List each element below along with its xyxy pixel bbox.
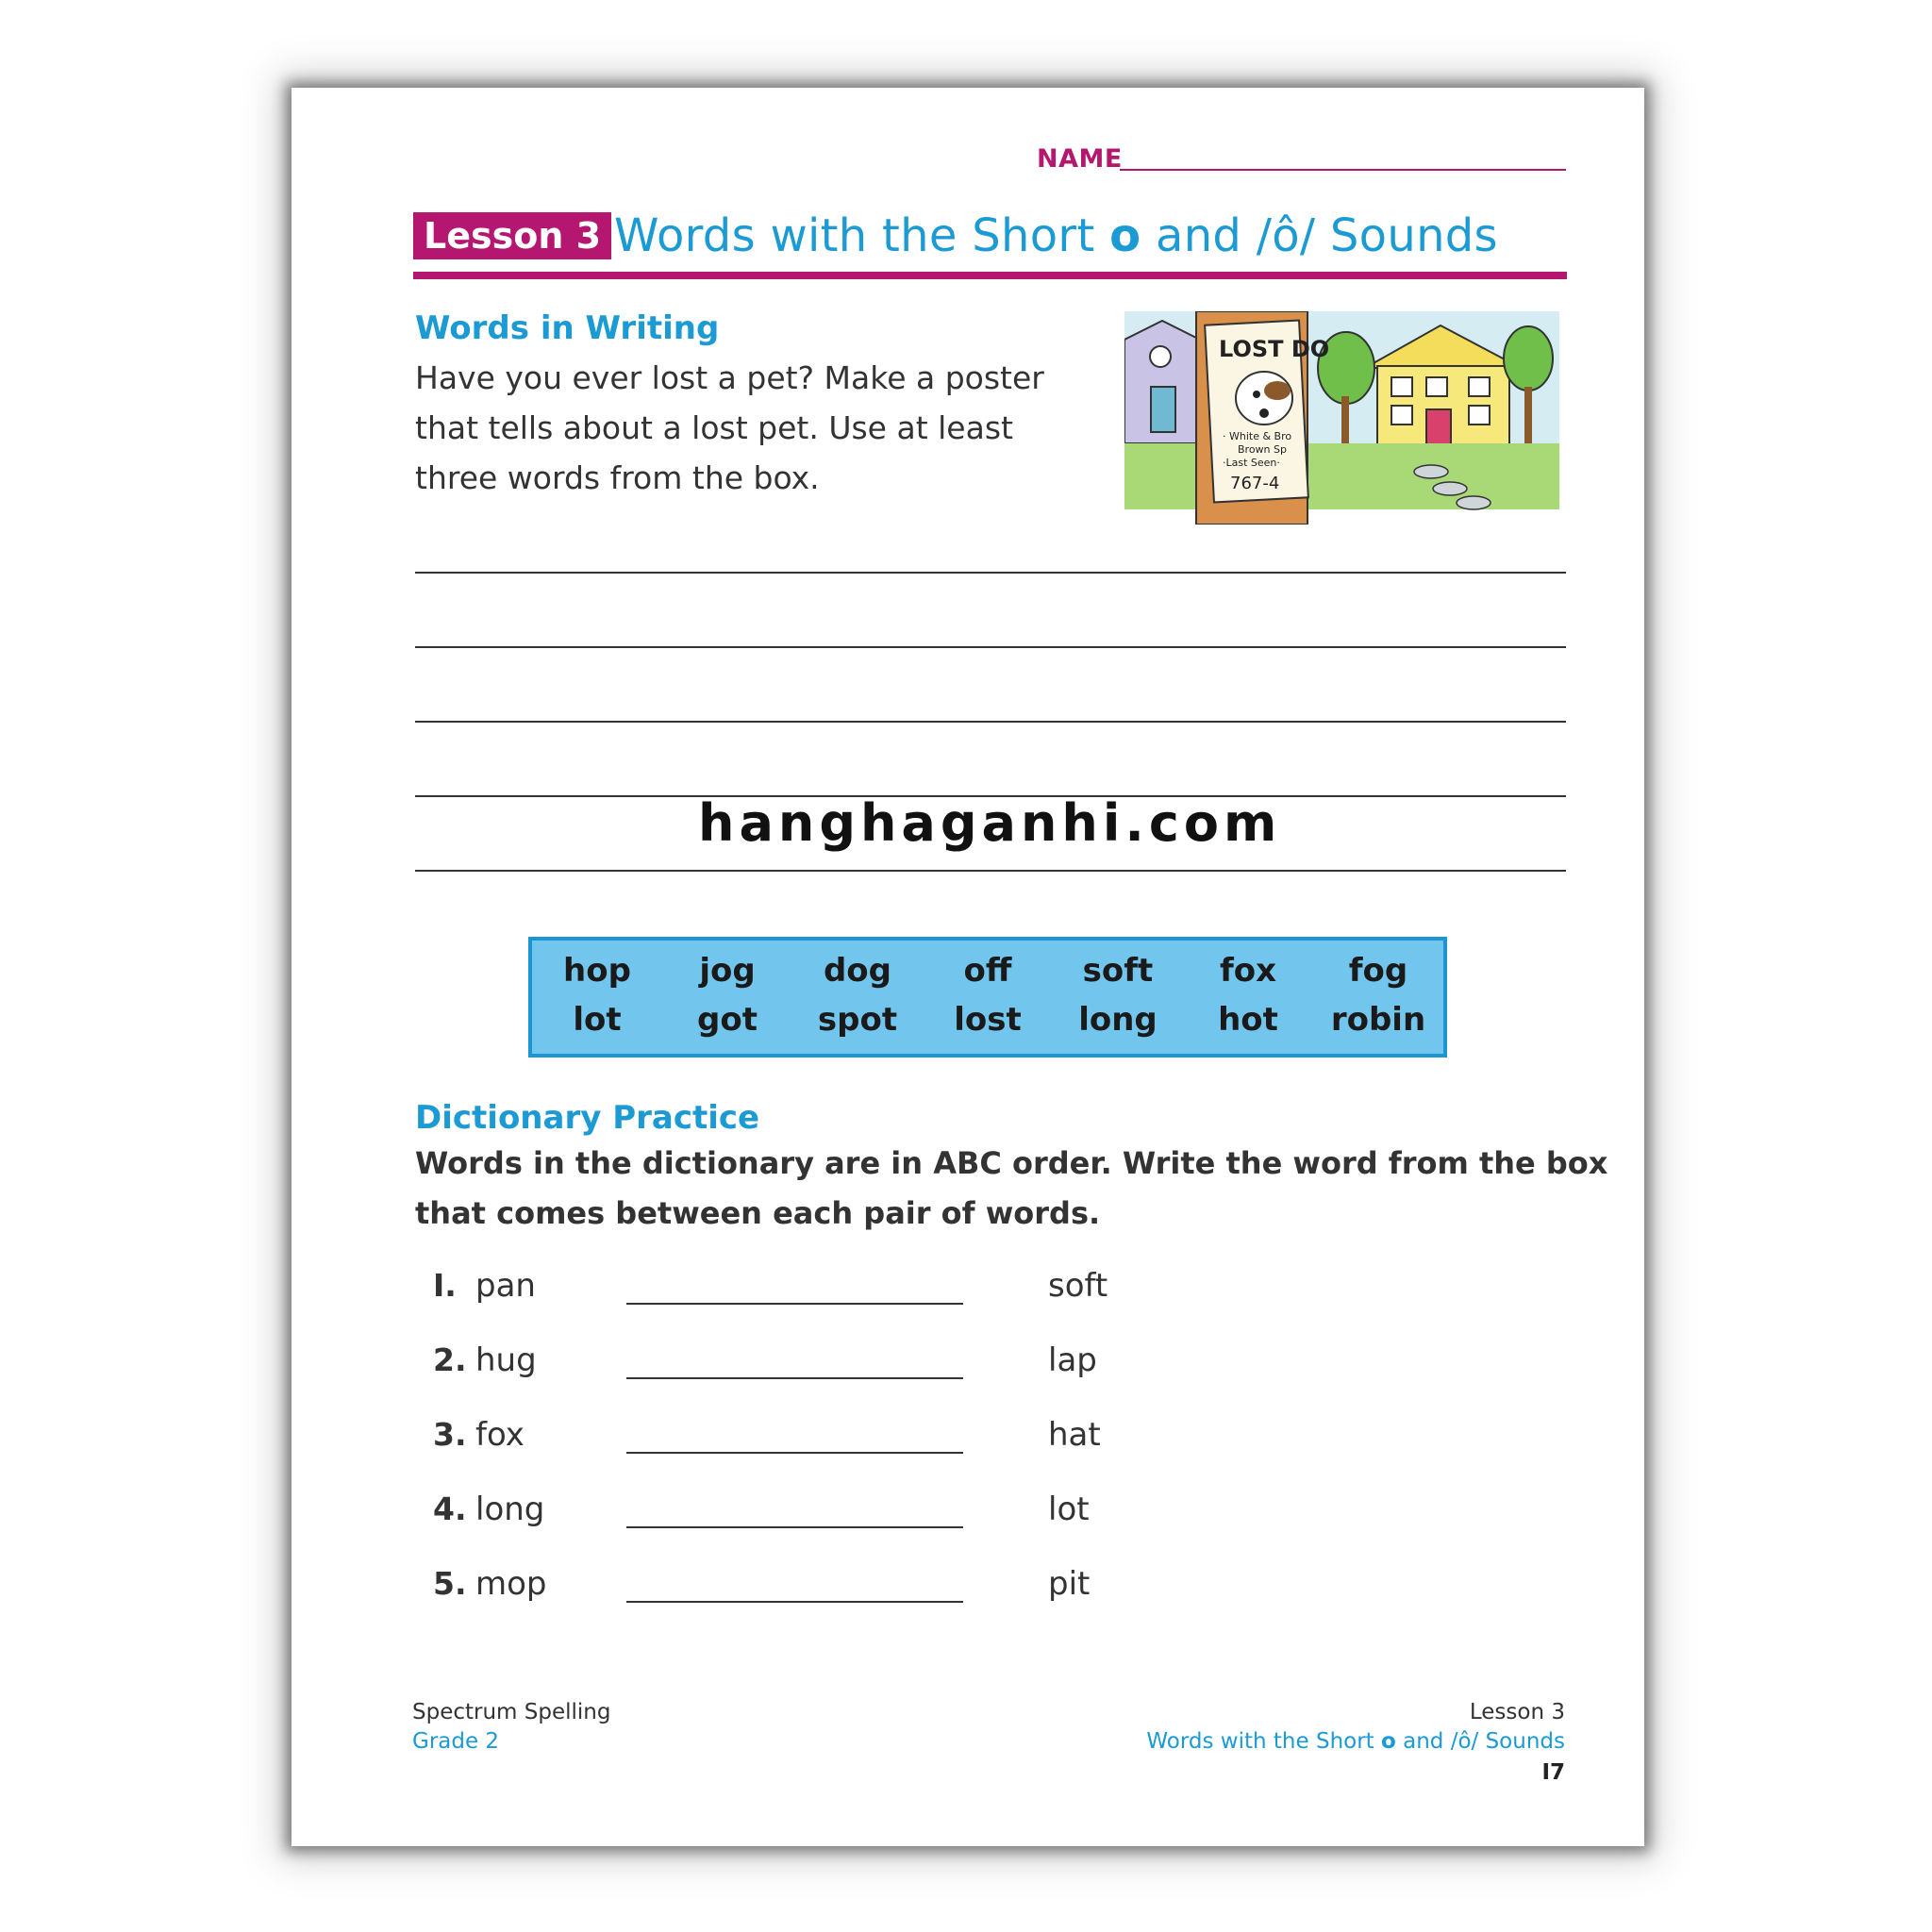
- poster-line2: Brown Sp: [1238, 443, 1287, 456]
- item-first-word: long: [475, 1491, 545, 1528]
- poster-line3: ·Last Seen·: [1223, 457, 1280, 469]
- word-box: [528, 937, 1447, 1058]
- word-box-word: got: [697, 1001, 758, 1039]
- name-label: NAME: [1037, 144, 1123, 174]
- title-rule: [413, 272, 1567, 279]
- item-number: 3.: [433, 1416, 467, 1453]
- word-box-word: long: [1078, 1001, 1158, 1039]
- word-box-word: lost: [954, 1001, 1022, 1039]
- item-number: 2.: [433, 1341, 467, 1378]
- item-first-word: pan: [475, 1267, 536, 1305]
- item-answer-blank[interactable]: [626, 1452, 963, 1454]
- name-write-line[interactable]: [1120, 169, 1566, 171]
- page-number: I7: [1541, 1760, 1565, 1785]
- lesson-title-post: and /ô/ Sounds: [1141, 209, 1498, 262]
- footer-title-post: and /ô/ Sounds: [1395, 1729, 1565, 1754]
- word-grid: [532, 948, 1443, 1042]
- word-box-word: fog: [1348, 952, 1408, 990]
- item-answer-blank[interactable]: [626, 1526, 963, 1528]
- footer-title-vowel: o: [1381, 1729, 1396, 1754]
- poster-title: LOST DO: [1219, 336, 1330, 362]
- item-second-word: soft: [1048, 1267, 1108, 1305]
- dictionary-practice-heading: Dictionary Practice: [415, 1099, 760, 1137]
- writing-prompt-line: Have you ever lost a pet? Make a poster: [415, 359, 1044, 396]
- dictionary-item: [433, 1341, 1282, 1389]
- item-answer-blank[interactable]: [626, 1377, 963, 1379]
- item-second-word: lap: [1048, 1341, 1097, 1379]
- word-box-word: soft: [1082, 952, 1154, 990]
- instruction-line: that comes between each pair of words.: [415, 1195, 1101, 1231]
- writing-prompt: [415, 353, 1044, 503]
- footer-lesson-title: [1146, 1729, 1565, 1754]
- item-number: 4.: [433, 1491, 467, 1527]
- dictionary-item: [433, 1267, 1282, 1314]
- item-second-word: pit: [1048, 1565, 1091, 1603]
- word-box-word: hot: [1218, 1001, 1278, 1039]
- lost-dog-poster-illustration: [1124, 311, 1559, 525]
- lesson-badge: Lesson 3: [413, 212, 611, 259]
- lesson-title-vowel: o: [1109, 209, 1141, 262]
- word-box-word: fox: [1219, 952, 1277, 990]
- worksheet-page: [291, 88, 1644, 1846]
- word-box-word: lot: [573, 1001, 622, 1039]
- item-answer-blank[interactable]: [626, 1601, 963, 1603]
- words-in-writing-heading: Words in Writing: [415, 309, 720, 347]
- poster-phone: 767-4: [1230, 474, 1280, 493]
- item-second-word: hat: [1048, 1416, 1101, 1454]
- word-box-word: hop: [563, 952, 631, 990]
- word-box-word: off: [963, 952, 1012, 990]
- dictionary-item: [433, 1416, 1282, 1463]
- item-answer-blank[interactable]: [626, 1303, 963, 1305]
- item-first-word: mop: [475, 1565, 547, 1603]
- watermark: hanghaganhi.com: [698, 793, 1282, 853]
- item-first-word: hug: [475, 1341, 537, 1379]
- dictionary-item: [433, 1491, 1282, 1538]
- footer-title-pre: Words with the Short: [1146, 1729, 1381, 1754]
- lesson-title: [614, 208, 1498, 263]
- item-number: I.: [433, 1267, 457, 1304]
- word-box-word: dog: [823, 952, 892, 990]
- item-number: 5.: [433, 1565, 467, 1602]
- instruction-line: Words in the dictionary are in ABC order. Write the word from the box: [415, 1145, 1608, 1181]
- writing-prompt-line: three words from the box.: [415, 459, 820, 496]
- word-box-word: robin: [1330, 1001, 1426, 1039]
- writing-line[interactable]: [415, 572, 1566, 574]
- poster-line1: · White & Bro: [1223, 430, 1292, 442]
- writing-line[interactable]: [415, 721, 1566, 723]
- dictionary-item: [433, 1565, 1282, 1612]
- writing-line[interactable]: [415, 646, 1566, 648]
- writing-line[interactable]: [415, 870, 1566, 872]
- footer-grade: Grade 2: [412, 1729, 500, 1754]
- word-box-word: spot: [817, 1001, 898, 1039]
- item-first-word: fox: [475, 1416, 525, 1454]
- footer-book-title: Spectrum Spelling: [412, 1700, 611, 1724]
- footer-lesson: Lesson 3: [1469, 1700, 1565, 1724]
- lesson-title-pre: Words with the Short: [614, 209, 1110, 262]
- writing-prompt-line: that tells about a lost pet. Use at least: [415, 409, 1013, 446]
- item-second-word: lot: [1048, 1491, 1090, 1528]
- dictionary-instructions: [415, 1139, 1608, 1239]
- word-box-word: jog: [699, 952, 756, 990]
